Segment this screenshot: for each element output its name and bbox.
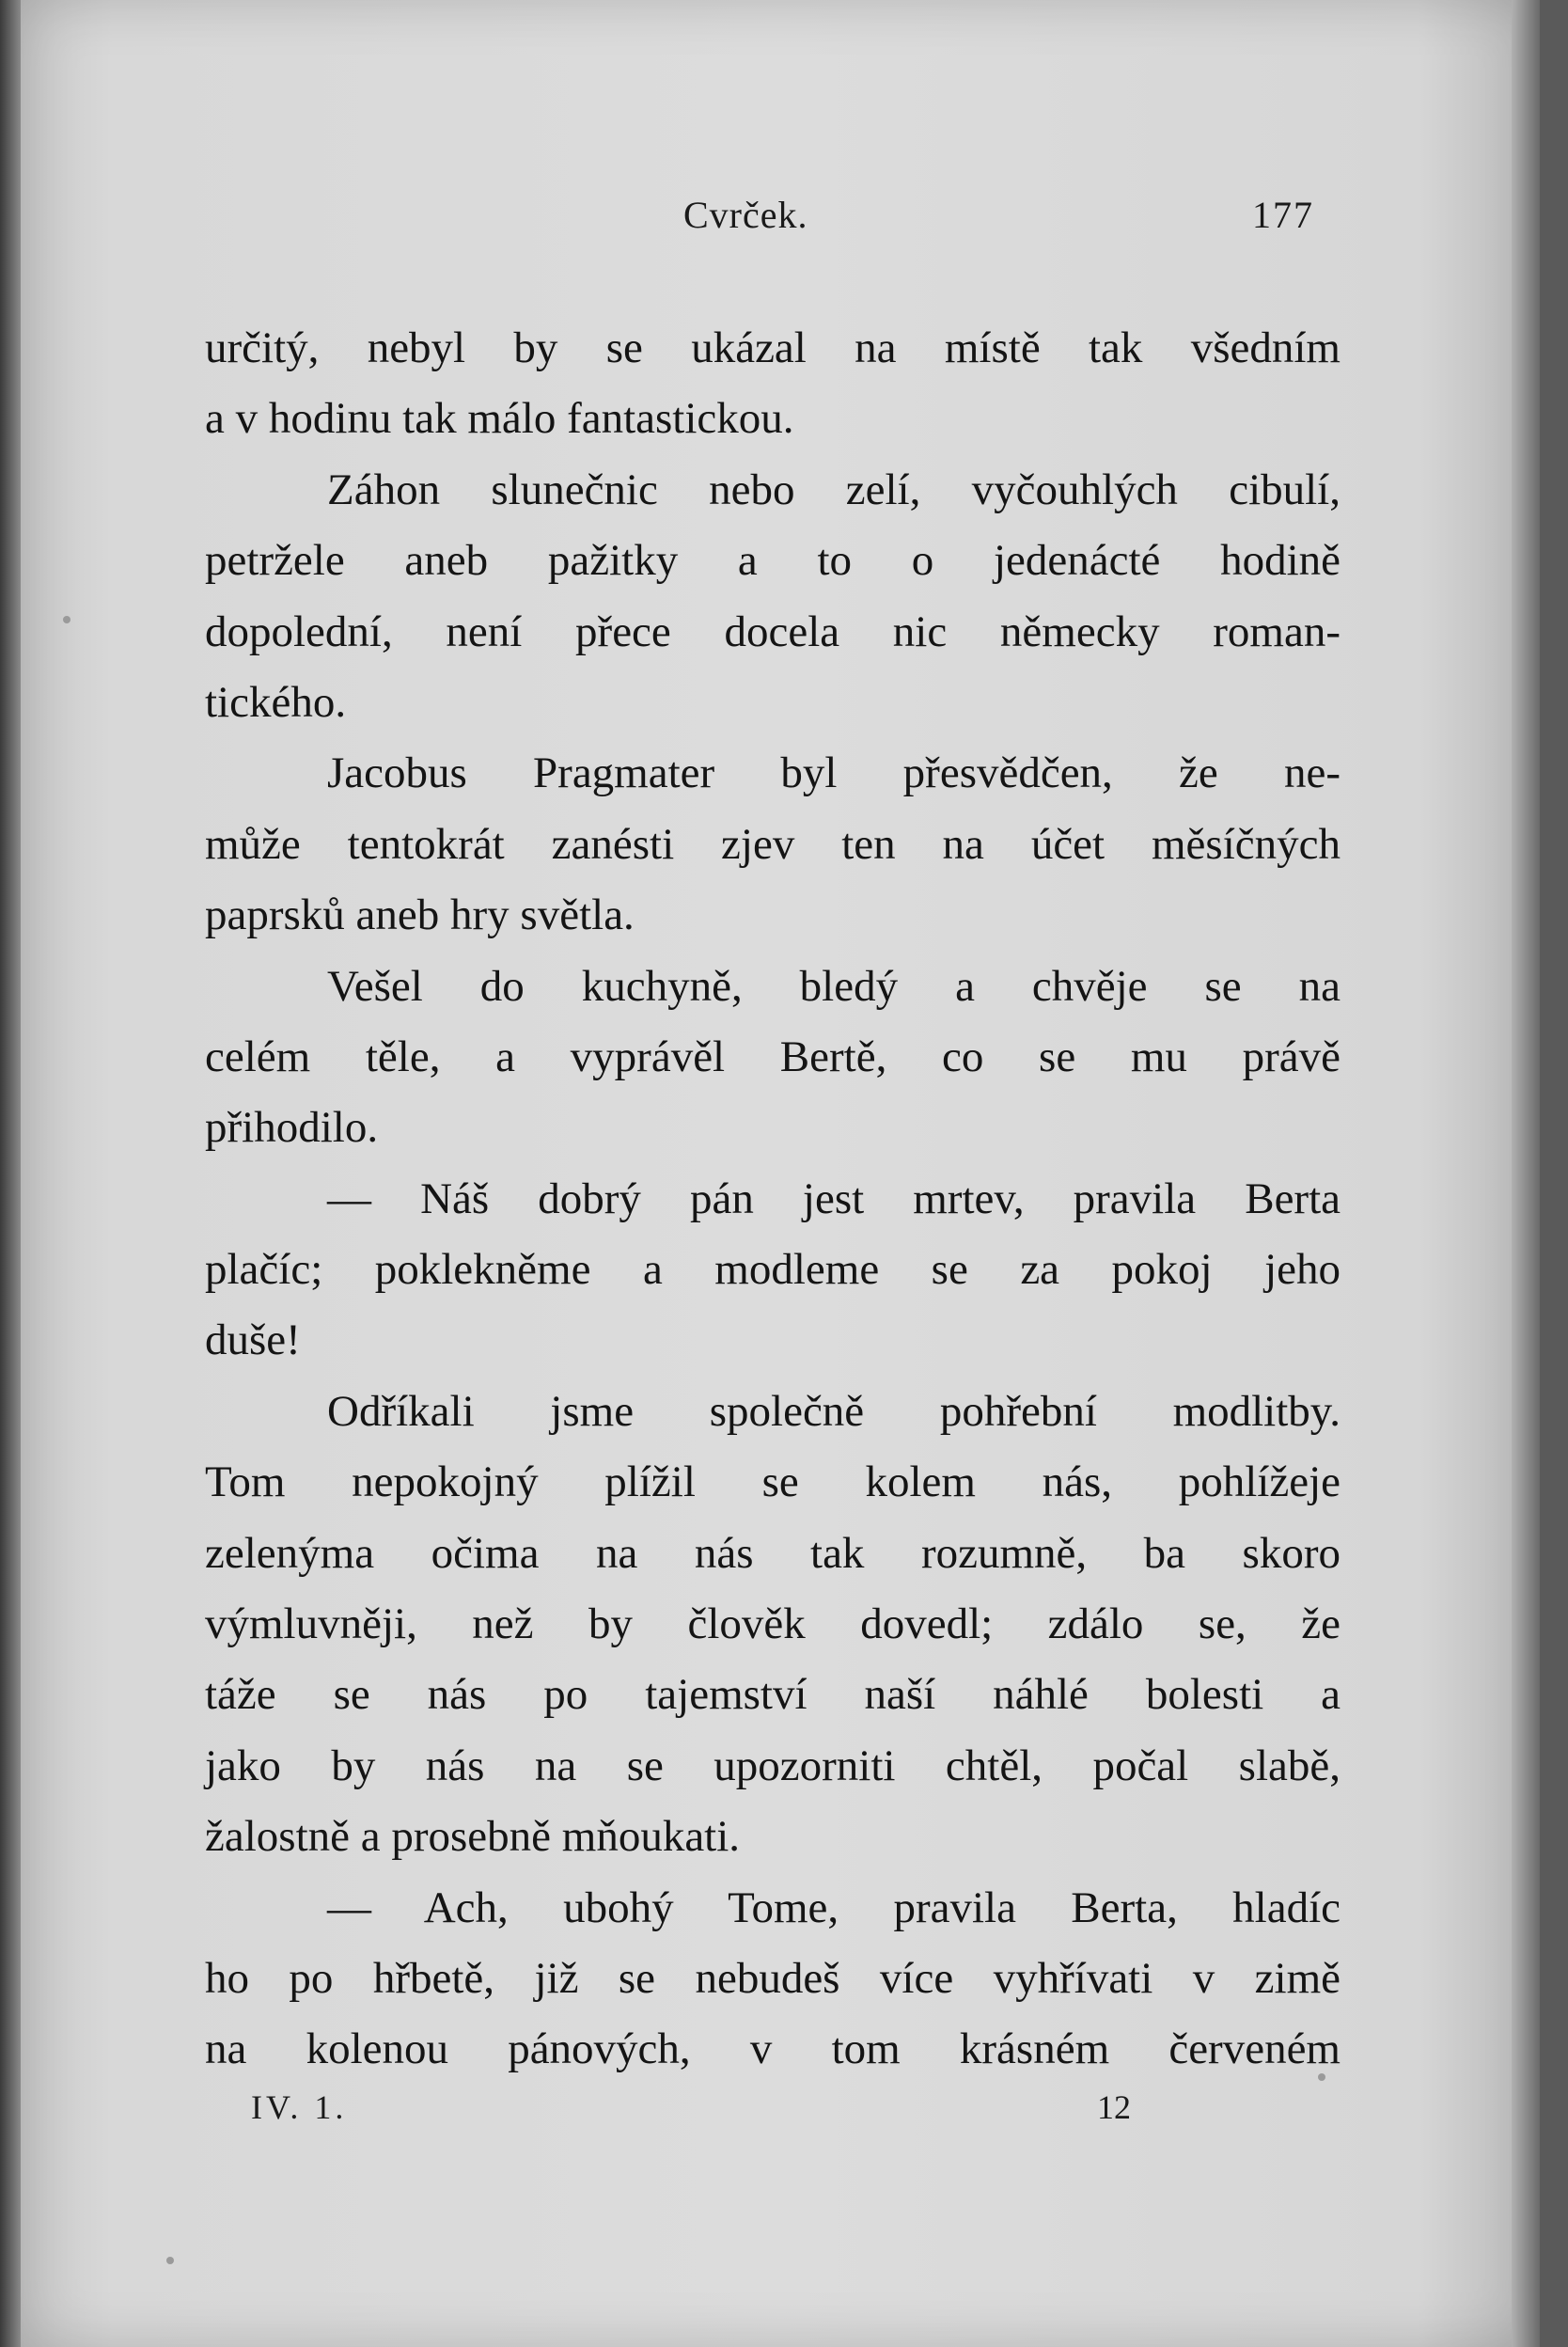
text-line: tického. (205, 677, 347, 727)
text-line: plačíc; poklekněme a modleme se za pokoj jeho (205, 1245, 1341, 1295)
text-line: duše! (205, 1315, 301, 1365)
text-line: paprsků aneb hry světla. (205, 890, 635, 940)
text-line: celém těle, a vyprávěl Bertě, co se mu právě (205, 1032, 1341, 1081)
text-line: a v hodinu tak málo fantastickou. (205, 394, 794, 444)
text-line: Odříkali jsme společně pohřební modlitby. (327, 1386, 1341, 1436)
paper-speck (166, 2257, 174, 2264)
text-line: žalostně a prosebně mňoukati. (205, 1812, 741, 1862)
text-line: dopolední, není přece docela nic německy roman- (205, 606, 1341, 656)
text-line: určitý, nebyl by se ukázal na místě tak všedním (205, 323, 1341, 372)
text-line: Tom nepokojný plížil se kolem nás, pohlížeje (205, 1457, 1341, 1507)
text-line: — Náš dobrý pán jest mrtev, pravila Berta (327, 1174, 1341, 1223)
page-edge-right (1512, 0, 1540, 2347)
text-line: na kolenou pánových, v tom krásném červeném (205, 2024, 1341, 2074)
page-footer (21, 2087, 1540, 2144)
sheet-number: 12 (1097, 2088, 1131, 2126)
text-line: zelenýma očima na nás tak rozumně, ba skoro (205, 1528, 1341, 1578)
paper-speck (63, 616, 71, 623)
text-line: Vešel do kuchyně, bledý a chvěje se na (327, 961, 1341, 1011)
text-line: táže se nás po tajemství naší náhlé bolesti a (205, 1670, 1341, 1720)
text-line: — Ach, ubohý Tome, pravila Berta, hladíc (327, 1882, 1341, 1932)
paper-speck (1318, 2073, 1325, 2081)
book-gutter-left (0, 0, 21, 2347)
book-page (21, 0, 1540, 2347)
page-header (21, 193, 1540, 249)
text-line: přihodilo. (205, 1103, 379, 1153)
text-line: ho po hřbetě, již se nebudeš více vyhřívati v zimě (205, 1953, 1341, 2003)
body-text (205, 313, 1341, 2086)
text-line: může tentokrát zanésti zjev ten na účet měsíčných (205, 819, 1341, 869)
text-line: Záhon slunečnic nebo zelí, vyčouhlých cibulí, (327, 465, 1341, 514)
page-number: 177 (1252, 194, 1314, 236)
signature-mark: IV. 1. (251, 2088, 348, 2126)
text-line: jako by nás na se upozorniti chtěl, počal slabě, (205, 1741, 1341, 1790)
text-line: výmluvněji, než by člověk dovedl; zdálo se, že (205, 1599, 1341, 1649)
running-title: Cvrček. (683, 194, 808, 236)
text-line: petržele aneb pažitky a to o jedenácté hodině (205, 536, 1341, 586)
text-line: Jacobus Pragmater byl přesvědčen, že ne- (327, 748, 1341, 798)
